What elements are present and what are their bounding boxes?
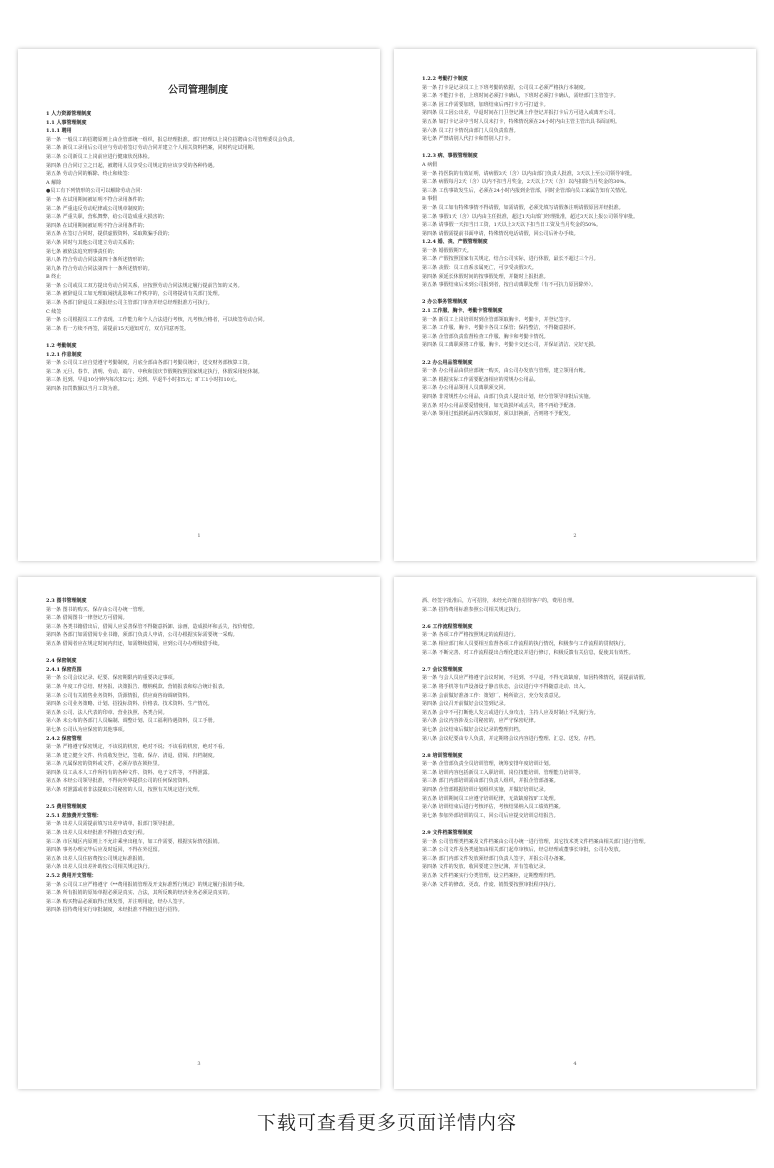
text-line: 第三条 部门内部培训需由部门负责人组织，并报企管部备案。: [422, 778, 559, 785]
page-number: 3: [197, 1061, 201, 1067]
text-line: 第一条 公司或员工双方提出劳动合同关系，应按照劳动合同法规定履行提前告知的义务。: [46, 282, 243, 289]
section-heading: 2.8 培训管理制度: [422, 752, 463, 759]
text-line: 第一条 出差人员需提前填写出差申请单，报部门领导批准。: [46, 821, 178, 828]
text-line: [422, 657, 726, 666]
text-line: 第六条 对泄露或者非法提取公司秘密的人员，按照有关规定进行处理。: [46, 787, 203, 794]
text-line: A 解除: [46, 179, 62, 186]
text-line: 第三条 丧假：员工直系亲属死亡，可享受丧假3天。: [422, 265, 537, 272]
section-heading: 1.2 考勤制度: [46, 343, 77, 350]
page-number: 2: [573, 533, 577, 539]
text-line: A 病假: [422, 161, 438, 168]
text-line: 第四条 自合同订立之日起，被聘用人员享受公司规定的应该享受的各种待遇。: [46, 162, 218, 169]
text-line: B 事假: [422, 196, 438, 203]
section-heading: 1.2.4 婚、丧、产假管理制度: [422, 239, 488, 246]
document-page-3: [18, 577, 380, 1089]
text-line: 第一条 员工如有特殊事情不得请假，如需请假，必须先填写请假条注明请假原因并经批准。: [422, 204, 624, 211]
text-line: C 续签: [46, 308, 62, 315]
text-line: 第二条 借阅图书一律登记方可借阅。: [46, 615, 128, 622]
text-line: 第四条 招待费用实行审批制度，未经批准不得擅自进行招待。: [46, 907, 183, 914]
text-line: [422, 743, 726, 752]
text-line: 第三条 严重失职，营私舞弊，给公司造成重大损害的；: [46, 214, 168, 221]
text-line: 第二条 年度工作总结、财务报、决策报告、缴纳税款、营销报表和综合统计报表。: [46, 683, 228, 690]
text-line: 第三条 工伤事故发生后，必须在24小时内报到企管部，同时企管部向员工家属告知有关情况。: [422, 187, 630, 194]
section-heading: 1.1.1 聘用: [46, 128, 72, 135]
page-number: 4: [573, 1061, 577, 1067]
text-line: 第六条 培训结束后进行考核评估，考核结果纳入员工绩效档案。: [422, 804, 564, 811]
section-heading: 2.4 保密制度: [46, 658, 77, 665]
text-line: [422, 290, 726, 299]
text-line: 第二条 招待费用标准参照公司相关规定执行。: [422, 606, 524, 613]
text-line: 第四条 会议召开前做好会议签到记录。: [422, 701, 509, 708]
section-heading: 1 人力资源管理制度: [46, 111, 92, 117]
section-heading: 2.5.1 差旅费开支管理：: [46, 812, 102, 819]
text-line: 第五条 公司、法人代表的印章、营业执照、各类合同。: [46, 709, 168, 716]
text-line: [422, 614, 726, 623]
page-number: 1: [197, 533, 201, 539]
text-line: 第七条 严禁请别人代打卡和替别人打卡。: [422, 136, 514, 143]
document-page-4: [394, 577, 756, 1089]
text-line: 第二条 相应部门和人员要相互监督各项工作流程的执行情况，积极参与工作流程的贯彻执行。: [422, 640, 629, 647]
text-line: 第二条 产假按照国家有关规定，结合公司实际，进行休假，最长不超过三个月。: [422, 256, 599, 263]
text-line: 第四条 公司业务策略、计划、招投标资料、价格表、技术资料、生产情况。: [46, 701, 213, 708]
text-line: 第一条 图书的购买、保存由公司办统一管理。: [46, 606, 148, 613]
section-heading: 1.2.1 作息制度: [46, 351, 82, 358]
text-line: 第六条 员工打卡情况由部门人员负责监督。: [422, 127, 519, 134]
text-line: 第二条 将手机等有声设备设于静音状态，会议进行中不得随意走动、出入。: [422, 683, 589, 690]
text-line: 第二条 被辞退员工如无理取闹扰乱影响工作秩序的，公司将提请有关部门处理。: [46, 291, 223, 298]
text-line: 第六条 出差人员出差补助按公司相关规定执行。: [46, 864, 153, 871]
text-line: 第四条 非常规性办公用品，由部门负责人提出计划，经分管领导审批后实施。: [422, 393, 594, 400]
text-line: 第三条 因工作需要加班，加班结束后再打卡方可打道卡。: [422, 101, 549, 108]
text-line: 第六条 同时与其他公司建立劳动关系的；: [46, 239, 138, 246]
section-heading: 2.6 工作流程管理制度: [422, 623, 473, 630]
text-line: 第三条 各类书籍借出后，借阅人应妥善保管不得随意拆卸、涂画，造成损坏和丢失，按价赔偿。: [46, 623, 258, 630]
section-heading: 2.5 费用管理制度: [46, 804, 87, 811]
text-line: 第一条 新员工上岗培训时到企管部领取胸卡、考勤卡，并登记签字。: [422, 316, 574, 323]
section-heading: 2.4.1 保密范围: [46, 666, 82, 673]
text-line: 第六条 未公布的各部门人员编制、调整计划、员工福利待遇资料，员工手册。: [46, 718, 218, 725]
page-body: [46, 110, 350, 394]
text-line: 第三条 请事假一天扣当日工资，1天以上3天以下扣当日工资及当月奖金的50%。: [422, 222, 602, 229]
section-heading: 2.3 图书管理制度: [46, 598, 87, 604]
text-line: 第六条 文件的修改、更改、作废、销毁要按照审批程序执行。: [422, 881, 559, 888]
text-line: 第一条 公司员工应自觉遵守考勤制度，月底全部由各部门考勤员统计，送交财务部核算工资。: [46, 360, 253, 367]
text-line: 第五条 文件档案实行分类管理，设立档案柜，定期整理归档。: [422, 873, 559, 879]
text-line: 第二条 不能打卡者，上班时间必须打卡确认，下班时必须打卡确认，需经部门主管签字。: [422, 93, 619, 100]
text-line: 第四条 企管部根据培训计划组织实施，并做好培训记录。: [422, 787, 549, 794]
text-line: 第五条 出差人员住宿费按公司规定标准报销。: [46, 855, 148, 862]
text-line: 第一条 公司员工应严格遵守《**费用报销管理及开支标准暂行规定》的规定履行报销手续。: [46, 881, 248, 888]
text-line: 第四条 员工离职须将工作服、胸卡、考勤卡交还公司，并保证清洁、完好无损。: [422, 342, 599, 349]
text-line: [422, 144, 726, 153]
text-line: 第五条 培训期间员工应遵守培训纪律，无故缺席按旷工处理。: [422, 795, 559, 802]
text-line: 第二条 根据实际工作需要配备相应的常规办公用品。: [422, 376, 539, 383]
text-line: 第六条 会议内容涉及公司秘密的，应严守保密纪律。: [422, 718, 539, 725]
text-line: 第三条 迟到、早退10分钟内每次扣2元；迟到、早退半小时扣5元；旷工1小时扣10元。: [46, 377, 240, 384]
text-line: 第二条 元旦、春节、清明、劳动、端午、中秋和国庆节假期按照国家规定执行，休假采用轮休制。: [46, 368, 263, 375]
text-line: 第三条 部门内部文件发放须经部门负责人签字，并报公司办备案。: [422, 855, 569, 862]
text-line: 第八条 会议纪要由专人负责，并定期将会议内容进行整理、汇总、送发、存档。: [422, 735, 599, 742]
text-line: [46, 333, 350, 342]
text-line: 第五条 会中不可打断他人发言或进行人身攻击，主持人应及时制止不礼貌行为。: [422, 709, 599, 716]
text-line: [46, 795, 350, 804]
text-line: 第三条 凡属保密的资料或文件，必须存放在锁柜里。: [46, 761, 163, 768]
text-line: [422, 350, 726, 359]
text-line: 第一条 各项工作严格按照规定的流程进行。: [422, 632, 519, 639]
section-heading: 1.2.2 考勤打卡制度: [422, 76, 468, 82]
text-line: 第三条 办公用品领用人员离职须交回。: [422, 385, 509, 392]
text-line: 第一条 公司根据员工工作表现、工作能力和个人合法进行考核，凡考核合格者，可以续签劳动合同。: [46, 317, 268, 324]
text-line: 第七条 参加外部培训的员工，回公司后应提交培训总结报告。: [422, 812, 559, 819]
text-line: 酒、经签字批准后，方可招待，未经允许擅自招待客户的，费用自理。: [422, 598, 578, 604]
document-page-2: [394, 49, 756, 561]
page-body: [46, 597, 350, 915]
text-line: 第一条 公司会议记录、纪要、保密期限内的重要决定事项。: [46, 675, 178, 682]
text-line: 第二条 若一方续不再签，需提前15天通知对方，双方同意再签。: [46, 325, 189, 332]
text-line: 第一条 在试用期间被证明不符合录用条件的；: [46, 196, 148, 203]
text-line: 第一条 持医院的有效证明，请病假3天（含）以内由部门负责人批准，3天以上至公司领导审批。: [422, 170, 635, 177]
text-line: 第八条 符合劳动合同法第四十条所述情形的；: [46, 257, 148, 264]
text-line: 第五条 在签订合同时，提供虚假资料，采取欺骗手段的；: [46, 231, 173, 238]
text-line: 第四条 在试用期间被证明不符合录用条件的；: [46, 222, 148, 229]
section-heading: 2.5.2 费用开支管理：: [46, 873, 97, 879]
text-line: 第九条 符合劳动合同法第四十一条所述情形的。: [46, 265, 153, 272]
document-title: 公司管理制度: [168, 85, 228, 96]
section-heading: 2.7 会议管理制度: [422, 666, 463, 673]
text-line: 第五条 事假结束后未到公司报到者，按自动离职处理（有不可抗力原因除外）。: [422, 282, 597, 289]
text-line: 第二条 事假1天（含）以内由主任批准，超过1天由部门经理批准，超过3天以上报公司领导审批。: [422, 213, 639, 220]
download-prompt-text: 下载可查看更多页面详情内容: [256, 1112, 517, 1134]
text-line: 第七条 会议结束后做好会议记录的整理归档。: [422, 726, 524, 733]
section-heading: 2.2 办公用品管理制度: [422, 359, 473, 366]
section-heading: 2.4.2 保密管理: [46, 735, 82, 742]
text-line: 第六条 领用过低损耗品再次领取时，须以旧换新，否则将不予配发。: [422, 411, 574, 418]
text-line: 第四条 文件的发放、收回要建立登记簿，并有签收记录。: [422, 864, 549, 871]
section-heading: 2 办公事务管理制度: [422, 299, 468, 306]
section-heading: 2.9 文件档案管理制度: [422, 830, 473, 837]
text-line: 第三条 市区城区内原则上不允许乘坐出租车，如工作需要，根据实际情况报销。: [46, 838, 223, 845]
text-line: 第四条 请假需提前书面申请，特殊情况电话请假，回公司后补办手续。: [422, 230, 579, 237]
text-line: 第一条 一般员工的招聘原则上由企管部统一组织，报总经理批准。部门经理以上岗位招聘由公司管理委员会负责。: [46, 136, 298, 143]
text-line: 第五条 借阅者应在规定时间内归还，如需继续借阅，应到公司办办理续借手续。: [46, 640, 223, 647]
text-line: 第一条 婚假假期7天。: [422, 247, 472, 254]
section-heading: 2.1 工作服、胸卡、考勤卡管理制度: [422, 308, 503, 315]
text-line: 第二条 培训内容包括新员工入职培训、岗位技能培训、管理能力培训等。: [422, 769, 584, 776]
text-line: 第三条 购买物品必须取得正规发票，并注明用途，经办人签字。: [46, 898, 188, 905]
text-line: 第二条 病假每月2天（含）以内不扣当月奖金，2天以上7天（含）以内扣除当月奖金的30%。: [422, 179, 630, 186]
text-line: 第二条 建立健全文件、传真收发登记，签收、保存、清退、借阅、归档制度。: [46, 752, 218, 759]
text-line: 第四条 事务办理完毕后应及时返回，不得在外逗留。: [46, 847, 163, 854]
document-page-1: [18, 49, 380, 561]
text-line: 第四条 员工从本人工作所持有的各种文件、资料、电子文件等，不得泄露。: [46, 769, 213, 776]
text-line: 第四条 员工因公出差，早退时间在门卫登记簿上作登记并报打卡后方可进入或离开公司。: [422, 110, 619, 117]
text-line: 第一条 公司管理类档案及文件档案由公司办统一进行管理，其它技术类文件档案由相关部门进行管理。: [422, 838, 649, 845]
text-line: 第三条 不断完善、对工作流程提出合理化建议并进行修订，积极反馈有关信息，促使其有效性。: [422, 649, 634, 656]
text-line: 第三条 会前做好准备工作：策划厂、畅所欲言，充分发表意见。: [422, 692, 564, 699]
text-line: 第一条 打卡是记录员工上下班考勤的依据，公司员工必须严格执行本制度。: [422, 84, 589, 91]
text-line: 第一条 严格遵守保密规定，不该说的机密，绝对不说；不该看的机密，绝对不看。: [46, 744, 228, 751]
text-line: 第四条 各部门如需借阅专业书籍，须部门负责人申请，公司办根据实际需要统一采购。: [46, 632, 238, 639]
text-line: 第七条 公司认为应保密的其他事项。: [46, 726, 128, 733]
text-line: 第二条 严重违反劳动纪律或公司规章制度的；: [46, 205, 148, 212]
text-line: 第三条 公司新员工上岗前应进行健康状况体检。: [46, 153, 153, 160]
section-heading: 1.1 人事管理制度: [46, 119, 87, 126]
text-line: 第二条 公司文件及各类通知由相关部门起草审核后，经总经理或董事长审批，公司办发放。: [422, 847, 624, 854]
text-line: 第五条 本经公司领导批准，不得向外界提供公司的任何保密资料。: [46, 778, 193, 785]
page-body: [422, 75, 726, 419]
text-line: 第一条 与会人员应严格遵守会议时间，不迟到、不早退，不得无故缺席，如因特殊情况，需提前请假。: [422, 675, 649, 682]
text-line: B 终止: [46, 274, 62, 281]
text-line: 第二条 所有报销的原始单据必须是真实、合法，其所反映的经济业务必须是真实的。: [46, 890, 233, 897]
text-line: 第二条 工作服、胸卡、考勤卡各员工保管；保持整洁，不得随意损坏。: [422, 325, 579, 332]
text-line: 第五条 如打卡记录中当时人员未打卡，特殊情况须在24小时内由主管主管出具书面证明。: [422, 118, 620, 125]
text-line: 第二条 新员工录用后公司应与劳动者签订劳动合同并建立个人相关资料档案，同时约定试用期。: [46, 145, 258, 152]
text-line: [422, 820, 726, 829]
text-line: 第三条 公司有关销售业务资料，货源情报，供应商咨询调研资料。: [46, 692, 193, 699]
text-line: 第一条 企管部负责全员培训管理，统筹安排年度培训计划。: [422, 761, 554, 768]
text-line: [46, 649, 350, 658]
text-line: 第七条 被依法追究刑事责任的；: [46, 248, 118, 255]
text-line: 第三条 企管部负责监督检查工作服、胸卡和考勤卡情况。: [422, 333, 549, 340]
text-line: 第三条 各部门辞退员工须报经公司主管部门审查并经总经理批准方可执行。: [46, 300, 213, 307]
text-line: 第五条 劳动合同的解除、终止和续签：: [46, 171, 133, 178]
text-line: 第四条 须延长休假时间的按事假处理，并随时上报批准。: [422, 273, 549, 280]
text-line: 第一条 办公用品由供应部统一购买，由公司办发放与管理，建立领用台帐。: [422, 368, 589, 375]
text-line: 第四条 扣罚数额以当月工资为准。: [46, 386, 123, 392]
text-line: 第二条 出差人员未经批准不得擅自改变行程。: [46, 830, 148, 837]
text-line: 第五条 对办公用品要爱惜使用，如无故损坏或丢失，将不再给予配备。: [422, 402, 579, 409]
section-heading: 1.2.3 病、事假管理制度: [422, 153, 478, 160]
text-line: ●员工有下列情形的公司可以解除劳动合同：: [46, 188, 146, 195]
page-body: [422, 597, 726, 889]
